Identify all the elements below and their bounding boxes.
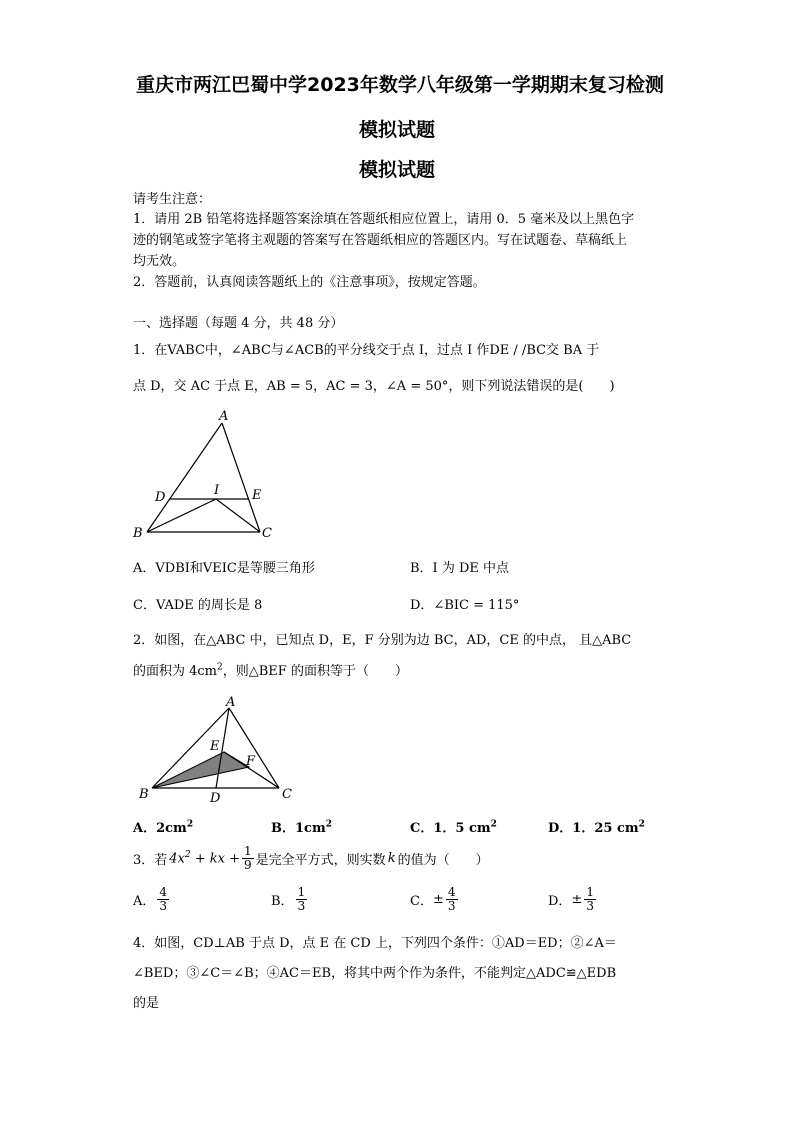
line-ci <box>216 499 260 532</box>
q2-option-d: D．1．25 $cm^2$ <box>548 819 645 836</box>
label-b: B <box>133 526 143 541</box>
q3-option-d: D． ± $\frac{1}{3}$ <box>548 885 594 913</box>
q3-option-a: A． $\frac{4}{3}$ <box>133 885 168 913</box>
notice-item-1-line-3: 均无效。 <box>133 254 186 269</box>
q1-triangle-figure <box>125 405 285 545</box>
q1-option-d: D．∠BIC = 115° <box>410 598 520 613</box>
q1-stem-line-1: 1．在VABC中，∠ABC与∠ACB的平分线交于点 I，过点 I 作DE / /BC交 BA 于 <box>133 343 600 358</box>
label-a: A <box>219 409 229 424</box>
label-e: E <box>210 739 220 754</box>
q4-stem-line-3: 的是 <box>133 996 160 1011</box>
label-d: D <box>210 791 221 806</box>
q4-stem-line-1: 4．如图，CD⊥AB 于点 D，点 E 在 CD 上，下列四个条件：①AD＝ED；②∠A＝ <box>133 936 617 951</box>
q3-fraction: $\frac{1}{9}$ <box>244 844 252 872</box>
q2-option-c: C．1．5 $cm^2$ <box>410 819 497 836</box>
label-b: B <box>139 787 149 802</box>
notice-item-1-line-2: 迹的钢笔或签字笔将主观题的答案写在答题纸相应的答题区内。写在试题卷、草稿纸上 <box>133 233 628 248</box>
label-e: E <box>252 488 262 503</box>
q2-triangle-figure <box>135 695 300 810</box>
q1-stem-line-2: 点 D，交 AC 于点 E，AB = 5，AC = 3，∠A = 50°，则下列说法错误的是( ) <box>133 379 615 394</box>
q3-stem: 3．若 $4x^2$ + kx + $\frac{1}{9}$ 是完全平方式，则实数 k 的值为（ ） <box>133 844 489 872</box>
label-c: C <box>262 526 272 541</box>
label-i: I <box>214 483 220 498</box>
q2-option-a: A．$2cm^2$ <box>133 819 194 836</box>
q2-option-b: B．$1cm^2$ <box>271 819 332 836</box>
line-ac <box>229 708 279 788</box>
q3-option-b: B． $\frac{1}{3}$ <box>271 885 306 913</box>
q4-stem-line-2: ∠BED；③∠C＝∠B；④AC＝EB，将其中两个作为条件，不能判定△ADC≌△EDB <box>133 966 617 981</box>
q1-option-c: C．VADE 的周长是 8 <box>133 598 263 613</box>
notice-heading: 请考生注意： <box>133 192 212 207</box>
page-title: 重庆市两江巴蜀中学2023年数学八年级第一学期期末复习检测 <box>136 74 664 96</box>
q1-option-b: B．I 为 DE 中点 <box>410 561 509 576</box>
q3-option-c: C． ± $\frac{4}{3}$ <box>410 885 456 913</box>
label-d: D <box>155 490 166 505</box>
notice-item-1-line-1: 1．请用 2B 铅笔将选择题答案涂填在答题纸相应位置上，请用 0．5 毫米及以上黑色字 <box>133 212 635 227</box>
page-subtitle: 模拟试题 <box>359 119 436 141</box>
q2-stem-line-2: 的面积为 $4cm^2$，则△BEF 的面积等于（ ） <box>133 662 408 679</box>
line-ab <box>147 423 222 532</box>
line-ac <box>222 423 260 532</box>
section-heading: 一、选择题（每题 4 分，共 48 分） <box>133 316 344 331</box>
label-c: C <box>282 787 292 802</box>
label-a: A <box>226 695 236 710</box>
shaded-triangle-bef <box>152 752 249 788</box>
label-f: F <box>246 754 256 769</box>
q1-option-a: A．VDBI和VEIC是等腰三角形 <box>133 561 315 576</box>
page-subtitle-repeat: 模拟试题 <box>359 159 436 181</box>
q2-stem-line-1: 2．如图，在△ABC 中，已知点 D，E，F 分别为边 BC，AD，CE 的中点， 且△ABC <box>133 633 632 648</box>
notice-item-2: 2．答题前，认真阅读答题纸上的《注意事项》，按规定答题。 <box>133 275 486 290</box>
